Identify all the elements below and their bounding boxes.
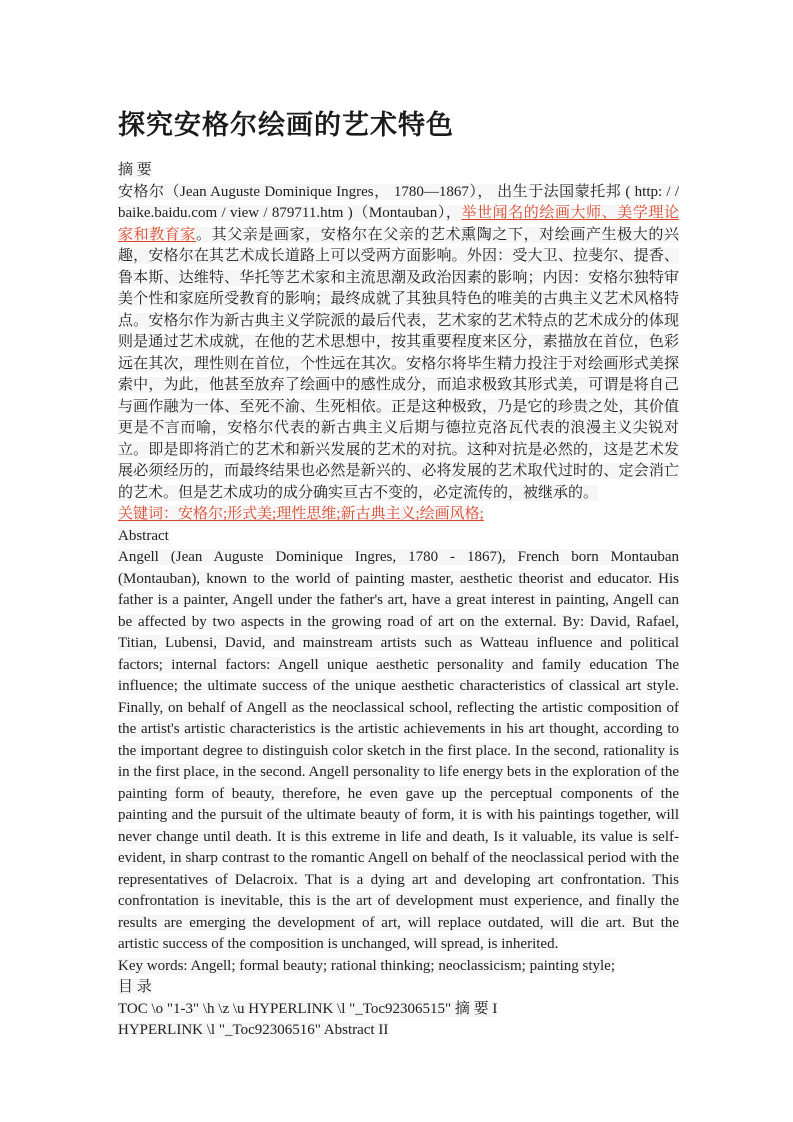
toc-entry-1	[118, 999, 679, 1021]
abstract-en-heading	[118, 526, 679, 548]
abstract-cn-heading	[118, 160, 679, 182]
abstract-cn-text-before-link: 安格尔（Jean Auguste Dominique Ingres， 1780—1867）， 出生于法国蒙托邦 ( http: / / baike.baidu.com / view / 879711.htm )（Montauban），	[118, 183, 679, 222]
keywords-en-text: Key words: Angell; formal beauty; rational thinking; neoclassicism; painting style;	[118, 957, 615, 974]
toc-heading-text: 目 录	[118, 979, 152, 996]
keywords-en-line	[118, 956, 679, 978]
toc-heading	[118, 977, 679, 999]
abstract-en-heading-text: Abstract	[118, 527, 169, 544]
keywords-cn-line	[118, 504, 679, 526]
keywords-cn-link[interactable]: 关键词：安格尔;形式美;理性思维;新古典主义;绘画风格;	[118, 506, 484, 523]
famous-master-link[interactable]: 举世闻名的绘画大师、美学理论家和教育家	[118, 205, 679, 243]
toc-entry-2	[118, 1020, 679, 1042]
abstract-cn-text-after-link: 。其父亲是画家，安格尔在父亲的艺术熏陶之下，对绘画产生极大的兴趣，安格尔在其艺术成长道路上可以受两方面影响。外因：受大卫、拉斐尔、提香、鲁本斯、达维特、华托等艺术家和主流思潮及政治因素的影响；内因：安格尔独特审美个性和家庭所受教育的影响；最终成就了其独具特色的唯美的古典主义艺术风格特点。安格尔作为新古典主义学院派的最后代表，艺术家的艺术特点的艺术成分的体现则是通过艺术成就，在他的艺术思想中，按其重要程度来区分，素描放在首位，色彩远在其次，理性则在首位，个性远在其次。安格尔将毕生精力投注于对绘画形式美探索中，为此，他甚至放弃了绘画中的感性成分，而追求极致其形式美，可谓是将自己与画作融为一体、至死不渝、生死相依。正是这种极致，乃是它的珍贵之处，其价值更是不言而喻，安格尔代表的新古典主义后期与德拉克洛瓦代表的浪漫主义尖锐对立。即是即将消亡的艺术和新兴发展的艺术的对抗。这种对抗是必然的，这是艺术发展必须经历的，而最终结果也必然是新兴的、必将发展的艺术取代过时的、定会消亡的艺术。但是艺术成功的成分确实亘古不变的，必定流传的，被继承的。	[118, 226, 679, 501]
abstract-cn-paragraph	[118, 182, 679, 505]
toc-entry-1-text: TOC \o "1-3" \h \z \u HYPERLINK \l "_Toc92306515" 摘 要 I	[118, 1000, 498, 1017]
document-title: 探究安格尔绘画的艺术特色	[118, 110, 454, 140]
abstract-en-paragraph	[118, 547, 679, 956]
abstract-cn-heading-text: 摘 要	[118, 162, 152, 179]
abstract-en-text: Angell (Jean Auguste Dominique Ingres, 1780 - 1867), French born Montauban (Montauban), known to the world of painting master, aesthetic theorist and educator. His father is a painter, Angell under the father's art, have a great interest in painting, Angell can be affected by two aspects in the growing road of art on the external. By: David, Rafael, Titian, Lubensi, David, and mainstream artists such as Watteau influence and political factors; internal factors: Angell unique aesthetic personality and family education The influence; the ultimate success of the unique aesthetic characteristics of classical art style. Finally, on behalf of Angell as the neoclassical school, reflecting the artistic composition of the artist's artistic characteristics is the artistic achievements in his art thought, according to the important degree to distinguish color sketch in the first place. In the second, rationality is in the first place, in the second. Angell personality to life energy bets in the exploration of the painting form of beauty, therefore, he even gave up the perceptual components of the painting and the pursuit of the ultimate beauty of form, it is with his paintings together, will never change until death. It is this extreme in life and death, Is it valuable, its value is self-evident, in sharp contrast to the romantic Angell on behalf of the neoclassical period with the representatives of Delacroix. That is a dying art and developing art confrontation. This confrontation is inevitable, this is the art of development must experience, and finally the results are emerging the development of art, will replace outdated, will die art. But the artistic success of the composition is unchanged, will spread, is inherited.	[118, 549, 679, 953]
toc-entry-2-text: HYPERLINK \l "_Toc92306516" Abstract II	[118, 1022, 389, 1039]
document-content	[118, 110, 679, 1042]
